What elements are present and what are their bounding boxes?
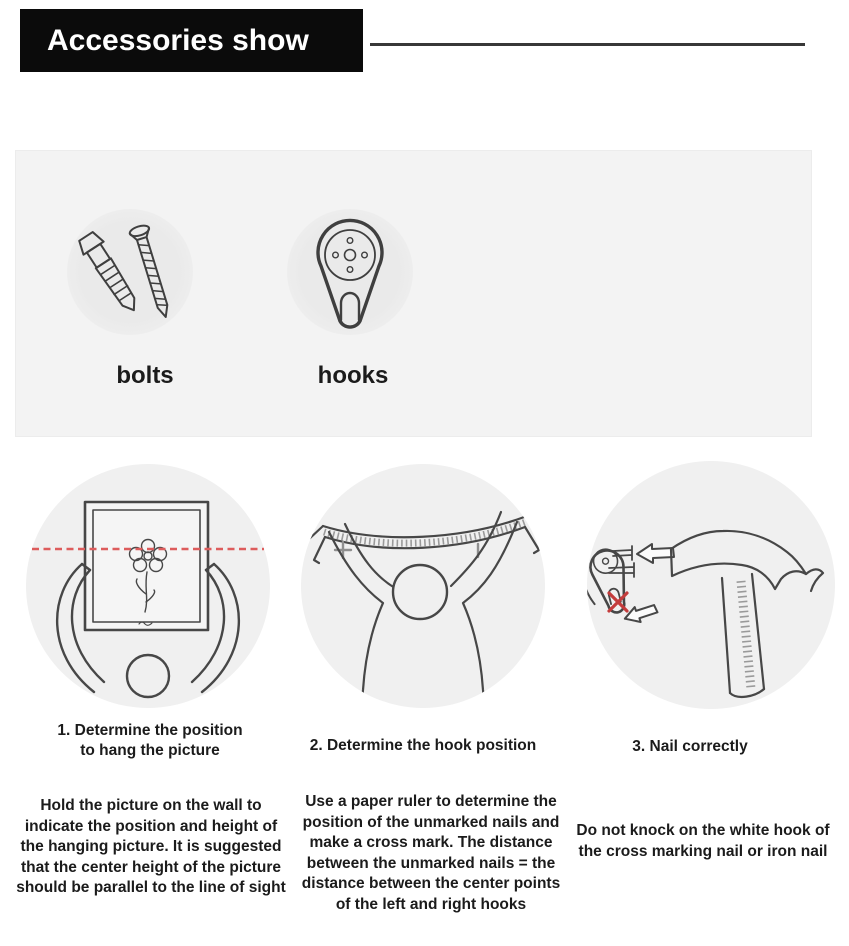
step-3-caption — [570, 737, 810, 757]
arrow-left-icon — [622, 601, 658, 626]
instruction-line: of the left and right hooks — [335, 895, 527, 913]
bolts-label: bolts — [116, 362, 174, 389]
caption-line: to hang the picture — [80, 741, 220, 759]
hooks-thumbnail-circle — [287, 209, 413, 335]
bolts-icon — [67, 209, 193, 335]
banner-divider-line — [370, 43, 805, 46]
instruction-line: Use a paper ruler to determine the — [305, 793, 557, 810]
measure-hook-position-illustration — [301, 464, 545, 708]
instruction-line: make a cross mark. The distance — [309, 834, 553, 851]
step-1-circle — [26, 464, 270, 708]
step-1-caption — [30, 721, 270, 760]
step-3-instructions — [561, 821, 845, 862]
step-3-circle — [587, 461, 835, 709]
instruction-line: Do not knock on the white hook of — [576, 822, 830, 839]
page-title: Accessories show — [47, 23, 309, 57]
instruction-line: position of the unmarked nails and — [302, 813, 560, 831]
instruction-line: the cross marking nail or iron nail — [578, 842, 828, 860]
instruction-line: distance between the center points — [301, 875, 561, 892]
instruction-line: Hold the picture on the wall to — [40, 797, 262, 814]
arrow-left-icon — [637, 544, 674, 563]
bolts-thumbnail-circle — [67, 209, 193, 335]
step-2-circle — [301, 464, 545, 708]
instruction-line: the hanging picture. It is suggested — [20, 838, 282, 855]
instruction-line: indicate the position and height of — [24, 817, 278, 835]
hang-picture-illustration — [26, 464, 270, 708]
caption-line: 1. Determine the position — [57, 722, 243, 739]
accessories-banner — [20, 9, 363, 72]
instruction-line: should be parallel to the line of sight — [16, 879, 286, 896]
step-2-caption — [288, 736, 558, 756]
instruction-line: between the unmarked nails = the — [306, 854, 556, 872]
nail-correctly-illustration — [587, 461, 835, 709]
step-1-instructions — [9, 796, 293, 899]
hooks-label: hooks — [317, 362, 389, 389]
caption-line: 3. Nail correctly — [632, 738, 748, 755]
caption-line: 2. Determine the hook position — [309, 737, 537, 754]
hook-icon — [287, 209, 413, 335]
hammer-sketch — [671, 531, 823, 697]
step-2-instructions — [286, 792, 576, 915]
instruction-line: that the center height of the picture — [20, 858, 282, 876]
